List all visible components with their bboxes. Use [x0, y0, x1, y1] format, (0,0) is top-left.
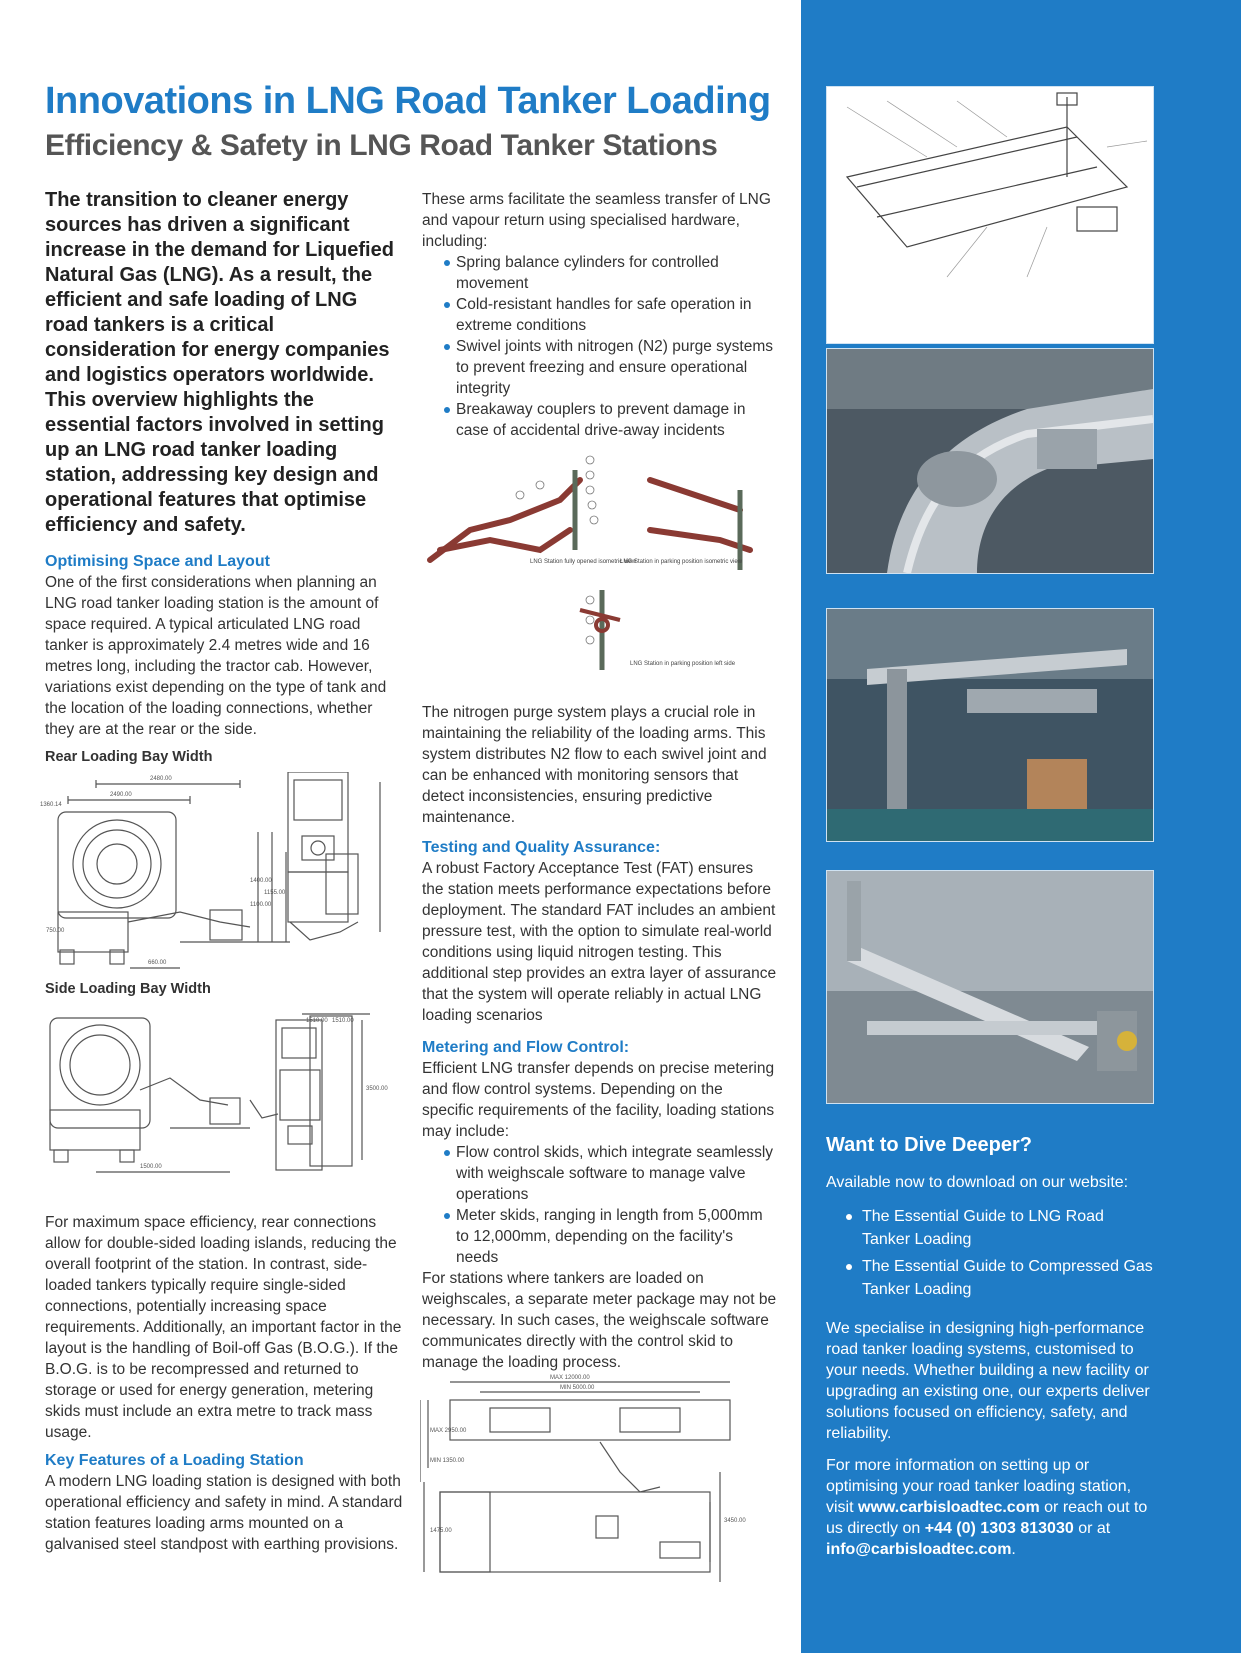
download-item[interactable]: The Essential Guide to LNG Road Tanker Loading — [826, 1205, 1156, 1251]
rear-dim-text: 1400.00 — [250, 878, 272, 884]
contact-text: or reach out to us directly on — [826, 1499, 1148, 1537]
rear-loading-label: Rear Loading Bay Width — [45, 749, 213, 765]
side-loading-drawing — [40, 1010, 400, 1185]
space-section — [45, 552, 405, 740]
sidebar-specialise — [826, 1318, 1156, 1444]
download-item[interactable]: The Essential Guide to Compressed Gas Tanker Loading — [826, 1255, 1156, 1301]
arms-body: These arms facilitate the seamless transfer of LNG and vapour return using specialised hardware, including: — [422, 191, 771, 250]
list-item: Breakaway couplers to prevent damage in case of accidental drive-away incidents — [422, 399, 777, 441]
rear-dim-text: 750.00 — [46, 928, 65, 934]
side-dim-text: 1500.00 — [140, 1164, 162, 1170]
loading-arm-photo — [826, 608, 1154, 842]
list-item: Spring balance cylinders for controlled movement — [422, 252, 777, 294]
loading-arm-figure — [420, 450, 780, 690]
rear-dim-text: 660.00 — [148, 960, 167, 966]
space-body: One of the first considerations when planning an LNG road tanker loading station is the amount of space required. A typical articulated LNG road tanker is approximately 2.4 metres wide and 16 metres long, including the tractor cab. However, variations exist depending on the type of tank and the location of the loading connections, whether they are at the rear or the side. — [45, 574, 387, 738]
swivel-joint-photo — [826, 348, 1154, 574]
rear-dim-text: 1360.14 — [40, 802, 62, 808]
rear-dim-text: 2480.00 — [150, 776, 172, 782]
key-features-body: A modern LNG loading station is designed with both operational efficiency and safety in mind. A standard station features loading arms mounted on a galvanised steel standpost with earthing provisions. — [45, 1473, 403, 1553]
metering-dim-text: 3450.00 — [724, 1518, 746, 1524]
rear-loading-drawing — [40, 772, 400, 972]
arms-section — [422, 189, 777, 441]
sidebar-contact — [826, 1455, 1156, 1560]
figure-caption: LNG Station in parking position isometric view — [620, 559, 743, 565]
testing-heading: Testing and Quality Assurance: — [422, 839, 661, 856]
side-dim-text: 3500.00 — [366, 1086, 388, 1092]
intro-block — [45, 188, 405, 538]
metering-heading: Metering and Flow Control: — [422, 1039, 630, 1056]
metering-bullet-list — [422, 1142, 777, 1268]
sidebar-heading: Want to Dive Deeper? — [826, 1134, 1032, 1156]
sidebar-available-text: Available now to download on our website: — [826, 1174, 1129, 1191]
testing-section — [422, 838, 777, 1026]
metering-dim-text: MIN 5000.00 — [560, 1385, 595, 1391]
sidebar-specialise-text: We specialise in designing high-performance road tanker loading systems, customised to your needs. Whether building a new facility or upgrading an existing one, our experts deliver solutions focused on efficiency, safety, and reliability. — [826, 1320, 1150, 1442]
metering-body: Efficient LNG transfer depends on precise metering and flow control systems. Depending on the specific requirements of the facility, loading stations may include: — [422, 1060, 775, 1140]
side-loading-label: Side Loading Bay Width — [45, 981, 211, 997]
rear-dim-text: 1100.00 — [250, 902, 272, 908]
space-section-continued — [45, 1212, 405, 1443]
sidebar-contact-text — [826, 1455, 1156, 1560]
email-link[interactable]: info@carbisloadtec.com — [826, 1541, 1012, 1558]
figure-caption: LNG Station fully opened isometric view — [530, 559, 637, 565]
metering-dim-text: MAX 12000.00 — [550, 1375, 590, 1381]
figure-caption: LNG Station in parking position left side — [630, 661, 736, 667]
intro-text: The transition to cleaner energy sources has driven a significant increase in the demand for Liquefied Natural Gas (LNG). As a result, the efficient and safe loading of LNG road tankers is a critical consideration for energy companies and logistics operators worldwide. This overview highlights the essential factors involved in setting up an LNG road tanker loading station, addressing key design and operational features that optimise efficiency and safety. — [45, 189, 394, 536]
sidebar-downloads — [826, 1172, 1156, 1305]
space-body-2: For maximum space efficiency, rear connections allow for double-sided loading islands, reducing the overall footprint of the station. In contrast, side-loaded tankers typically require single-sided connections, potentially increasing space requirements. Additionally, an important factor in the layout is the handling of Boil-off Gas (B.O.G.). If the B.O.G. is to be recompressed and returned to storage or used for energy generation, metering skids must include an extra metre to track mass usage. — [45, 1214, 402, 1441]
space-heading: Optimising Space and Layout — [45, 553, 270, 570]
arm-assembly-photo — [826, 870, 1154, 1104]
list-item: Swivel joints with nitrogen (N2) purge systems to prevent freezing and ensure operational integrity — [422, 336, 777, 399]
metering-body-2: For stations where tankers are loaded on weighscales, a separate meter package may not be necessary. In such cases, the weighscale software communicates directly with the control skid to manage the loading process. — [422, 1270, 777, 1371]
key-features-section — [45, 1451, 405, 1555]
contact-text: . — [1011, 1541, 1016, 1558]
rear-dim-text: 2490.00 — [110, 792, 132, 798]
skid-schematic-image — [826, 86, 1154, 344]
page-title: Innovations in LNG Road Tanker Loading — [45, 80, 771, 122]
contact-text: For more information on setting up or optimising your road tanker loading station, visit — [826, 1457, 1132, 1516]
metering-section — [422, 1038, 777, 1373]
list-item: Cold-resistant handles for safe operation in extreme conditions — [422, 294, 777, 336]
side-dim-text: 1510.00 — [306, 1018, 328, 1024]
arms-bullet-list — [422, 252, 777, 441]
nitrogen-body: The nitrogen purge system plays a crucial role in maintaining the reliability of the loading arms. This system distributes N2 flow to each swivel joint and can be enhanced with monitoring sensors that detect inconsistencies, ensuring predictive maintenance. — [422, 704, 767, 826]
rear-dim-text: 1155.00 — [264, 890, 286, 896]
testing-body: A robust Factory Acceptance Test (FAT) ensures the station meets performance expectations before deployment. The standard FAT includes an ambient pressure test, with the option to simulate real-world conditions using liquid nitrogen testing. This additional step provides an extra layer of assurance that the system will operate reliably in actual LNG loading scenarios — [422, 860, 777, 1024]
key-features-heading: Key Features of a Loading Station — [45, 1452, 304, 1469]
side-dim-text: 1510.00 — [332, 1018, 354, 1024]
metering-dim-text: MAX 2950.00 — [430, 1428, 467, 1434]
list-item: Meter skids, ranging in length from 5,000mm to 12,000mm, depending on the facility's needs — [422, 1205, 777, 1268]
metering-dim-text: 1475.00 — [430, 1528, 452, 1534]
contact-text: or at — [1078, 1520, 1111, 1537]
metering-drawing — [420, 1372, 780, 1604]
website-link[interactable]: www.carbisloadtec.com — [858, 1499, 1040, 1516]
phone-link[interactable]: +44 (0) 1303 813030 — [924, 1520, 1074, 1537]
nitrogen-section — [422, 702, 777, 828]
download-list — [826, 1205, 1156, 1301]
page-subtitle: Efficiency & Safety in LNG Road Tanker Stations — [45, 129, 718, 162]
metering-dim-text: MIN 1350.00 — [430, 1458, 465, 1464]
list-item: Flow control skids, which integrate seamlessly with weighscale software to manage valve operations — [422, 1142, 777, 1205]
